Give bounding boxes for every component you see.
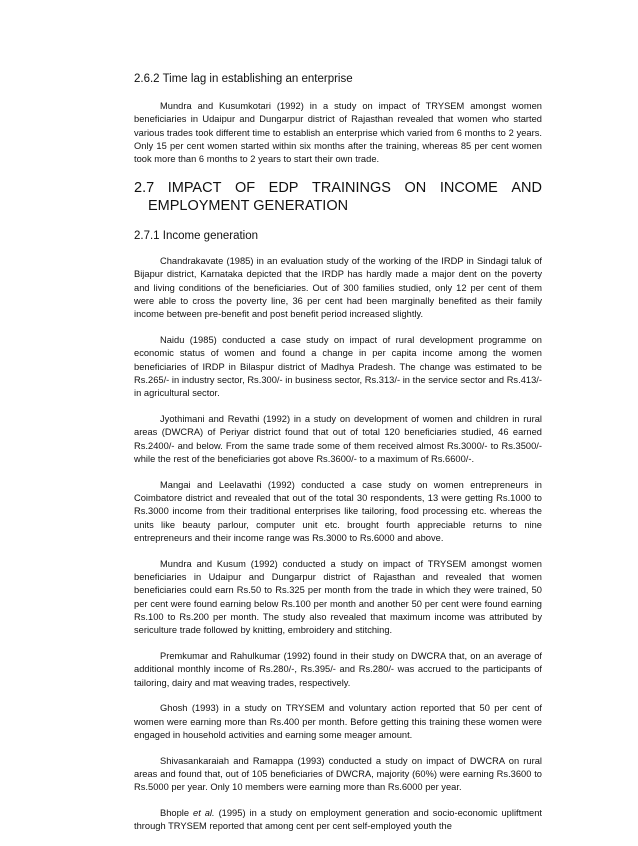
paragraph-jyothimani: Jyothimani and Revathi (1992) in a study on development of women and children in rural areas (DWCRA) of Periyar district found that out of total 120 beneficiaries studied, 46 earned Rs.2400/- and below. From the same trade some of them received almost Rs.3000/- to Rs.3500/- while the rest of the beneficiaries got above Rs.3600/- to a maximum of Rs.6600/-. <box>134 413 542 464</box>
paragraph-ghosh: Ghosh (1993) in a study on TRYSEM and voluntary action reported that 50 per cent of women were earning more than Rs.400 per month. Before getting this training these women were engaged in household activities and earning some meager amount. <box>134 703 542 740</box>
paragraph-bhople: Bhople et al. (1995) in a study on employment generation and socio-economic upliftment through TRYSEM reported that among cent per cent self-employed youth the <box>134 808 543 832</box>
heading-2-7-line-1: 2.7 IMPACT OF EDP TRAININGS ON INCOME AND <box>134 179 542 196</box>
paragraph-naidu: Naidu (1985) conducted a case study on impact of rural development programme on economic status of women and found a change in per capita income among the women beneficiaries of IRDP in Bilaspur district of Madhya Pradesh. The change was estimated to be Rs.265/- in industry sector, Rs.300/- in business sector, Rs.313/- in the service sector and Rs.413/- in agricultural sector. <box>134 334 542 399</box>
heading-2-7-line-2: EMPLOYMENT GENERATION <box>148 197 349 214</box>
paragraph-time-lag: Mundra and Kusumkotari (1992) in a study on impact of TRYSEM amongst women beneficiaries in Udaipur and Dungarpur district of Rajasthan revealed that women who started various trades took different time to establish an enterprise which varied from 6 months to 2 years. Only 15 per cent women started within six months after the training, whereas 85 per cent women took more than 6 months to 2 years to start their own trade. <box>134 101 542 165</box>
paragraph-shivasankaraiah: Shivasankaraiah and Ramappa (1993) conducted a study on impact of DWCRA on rural areas and found that, out of 105 beneficiaries of DWCRA, majority (60%) were earning Rs.3600 to Rs.5000 per year. Only 10 members were earning more than Rs.6000 per year. <box>134 755 542 793</box>
paragraph-mundra-kusum: Mundra and Kusum (1992) conducted a study on impact of TRYSEM amongst women beneficiaries in Udaipur and Dungarpur district of Rajasthan and revealed that women beneficiaries could earn Rs.50 to Rs.325 per month from the trade in which they were trained, 50 per cent were found earning below Rs.100 per month and another 50 per cent were found earning Rs.100 to Rs.200 per month. The study also revealed that maximum income was attributed by sericulture trade followed by knitting, embroidery and stitching. <box>134 558 542 636</box>
page-content <box>134 72 542 846</box>
heading-2-6-2: 2.6.2 Time lag in establishing an enterprise <box>134 73 353 85</box>
paragraph-mangai: Mangai and Leelavathi (1992) conducted a case study on women entrepreneurs in Coimbatore district and revealed that out of the total 30 respondents, 13 were getting Rs.1000 to Rs.3000 income from their traditional enterprises like tailoring, food processing etc. whereas the units like beauty parlour, computer unit etc. brought fourth appreciable returns to nine entrepreneurs and their income range was Rs.3000 to Rs.6000 and above. <box>134 479 542 543</box>
paragraph-chandrakavate: Chandrakavate (1985) in an evaluation study of the working of the IRDP in Sindagi taluk of Bijapur district, Karnataka depicted that the IRDP has hardly made a major dent on the poverty and living conditions of the beneficiaries. Out of 300 families studied, only 12 per cent of them were able to cross the poverty line, 36 per cent had been marginally benefited as their family income between pre-benefit and post benefit period increased slightly. <box>134 255 542 320</box>
paragraph-premkumar: Premkumar and Rahulkumar (1992) found in their study on DWCRA that, on an average of additional monthly income of Rs.280/-, Rs.395/- and Rs.280/- was accrued to the participants of tailoring, dairy and mat weaving trades, respectively. <box>134 650 542 688</box>
heading-2-7 <box>134 179 542 215</box>
heading-2-7-1: 2.7.1 Income generation <box>134 229 259 242</box>
